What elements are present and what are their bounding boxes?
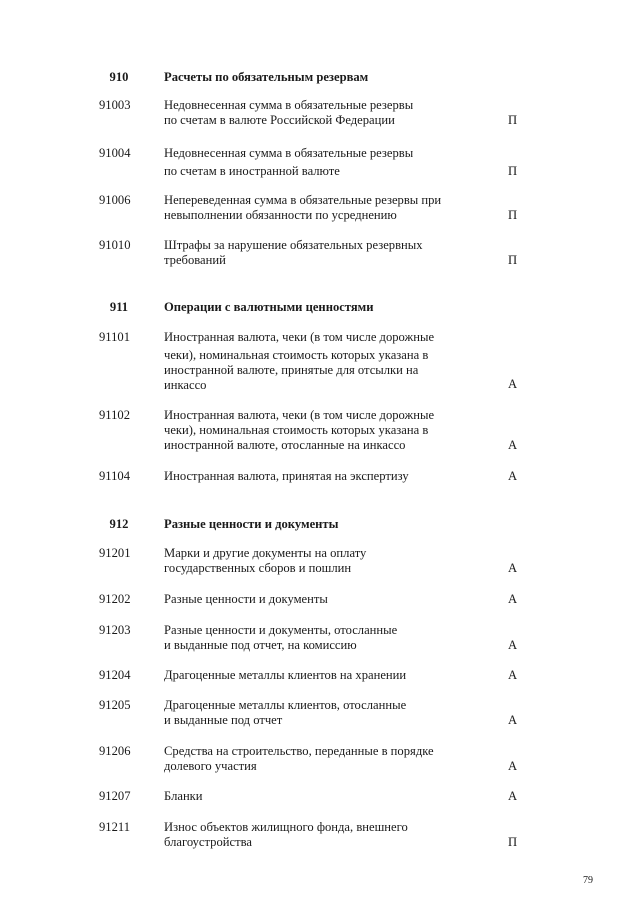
description-line: Иностранная валюта, чеки (в том числе дорожные [164,408,435,422]
account-description [164,469,464,484]
account-description [164,408,464,453]
description-line: долевого участия [164,759,257,773]
account-code: 91003 [99,98,131,112]
account-type: А [508,561,518,575]
description-line: Иностранная валюта, принятая на экспертизу [164,469,409,483]
account-code: 91010 [99,238,131,252]
account-code: 91102 [99,408,131,422]
description-line: инкассо [164,378,207,392]
account-type: А [508,377,518,391]
description-line: государственных сборов и пошлин [164,561,352,575]
account-type: А [508,759,518,773]
account-code: 91201 [99,546,131,560]
account-description [164,146,464,179]
page-number: 79 [583,875,593,886]
account-code: 91206 [99,744,131,758]
description-line: иностранной валюте, принятые для отсылки на [164,363,419,377]
account-type: П [508,835,518,849]
account-type: А [508,469,518,483]
account-description [164,698,464,728]
account-type: П [508,164,518,178]
section-code: 911 [109,300,129,314]
account-type: А [508,438,518,452]
account-description [164,592,464,607]
description-line: и выданные под отчет [164,713,283,727]
account-type: П [508,208,518,222]
account-code: 91202 [99,592,131,606]
account-type: А [508,713,518,727]
account-type: А [508,668,518,682]
description-line: Драгоценные металлы клиентов на хранении [164,668,407,682]
section-title: Разные ценности и документы [164,517,339,531]
account-type: А [508,638,518,652]
account-type: А [508,789,518,803]
description-line: Штрафы за нарушение обязательных резервных [164,238,423,252]
account-type: П [508,253,518,267]
description-line: по счетам в иностранной валюте [164,164,340,178]
section-title: Расчеты по обязательным резервам [164,70,369,84]
description-line: Разные ценности и документы [164,592,328,606]
account-code: 91101 [99,330,131,344]
description-line: Недовнесенная сумма в обязательные резервы [164,98,414,112]
description-line: по счетам в валюте Российской Федерации [164,113,395,127]
account-description [164,744,464,774]
account-description [164,98,464,128]
description-line: Бланки [164,789,203,803]
account-code: 91205 [99,698,131,712]
description-line: невыполнении обязанности по усреднению [164,208,397,222]
account-description [164,193,464,223]
section-code: 910 [109,70,129,84]
account-code: 91207 [99,789,131,803]
description-line: Разные ценности и документы, отосланные [164,623,398,637]
account-description [164,623,464,653]
description-line: Марки и другие документы на оплату [164,546,367,560]
description-line: иностранной валюте, отосланные на инкассо [164,438,406,452]
description-line: чеки), номинальная стоимость которых указана в [164,423,429,437]
description-line: Драгоценные металлы клиентов, отосланные [164,698,407,712]
description-line: благоустройства [164,835,252,849]
description-line: чеки), номинальная стоимость которых указана в [164,348,429,362]
description-line: Иностранная валюта, чеки (в том числе дорожные [164,330,435,344]
account-description [164,546,464,576]
account-code: 91004 [99,146,131,160]
account-code: 91211 [99,820,131,834]
account-description [164,330,464,393]
description-line: Износ объектов жилищного фонда, внешнего [164,820,408,834]
account-description [164,238,464,268]
account-type: П [508,113,518,127]
description-line: Непереведенная сумма в обязательные резервы при [164,193,442,207]
description-line: Средства на строительство, переданные в порядке [164,744,434,758]
account-type: А [508,592,518,606]
section-code: 912 [109,517,129,531]
account-code: 91006 [99,193,131,207]
account-code: 91203 [99,623,131,637]
description-line: Недовнесенная сумма в обязательные резервы [164,146,414,160]
section-title: Операции с валютными ценностями [164,300,374,314]
account-description [164,789,464,804]
account-code: 91104 [99,469,131,483]
account-description [164,668,464,683]
description-line: и выданные под отчет, на комиссию [164,638,357,652]
account-description [164,820,464,850]
account-code: 91204 [99,668,131,682]
description-line: требований [164,253,226,267]
